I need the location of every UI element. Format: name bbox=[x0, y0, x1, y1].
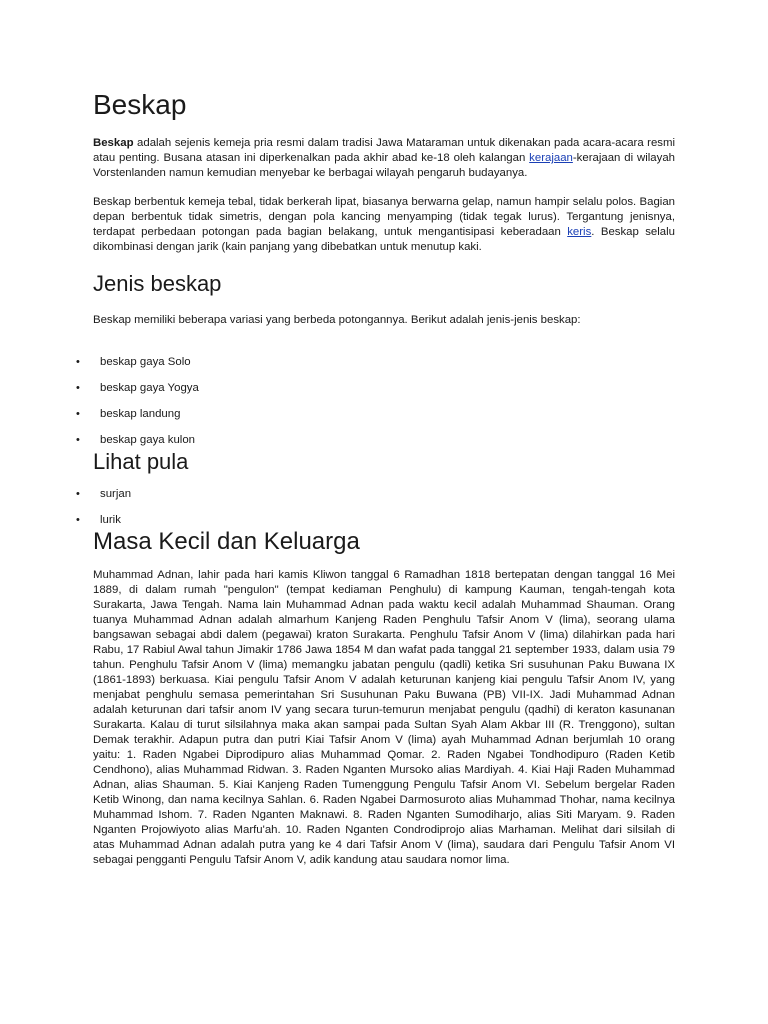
list-item bbox=[76, 513, 675, 528]
intro-text-2: -kerajaan di wilayah Vorstenlanden namun kemudian menyebar ke berbagai wilayah pengaruh budayanya. bbox=[93, 152, 675, 179]
description-paragraph bbox=[93, 195, 675, 255]
jenis-heading: Jenis beskap bbox=[93, 271, 222, 296]
description-text-2: . Beskap selalu dikombinasi dengan jarik (kain panjang yang dibebatkan untuk menutup kaki. bbox=[93, 226, 675, 253]
list-item bbox=[76, 355, 675, 370]
list-item bbox=[76, 381, 675, 396]
document-page bbox=[76, 88, 675, 868]
description-text-1: Beskap berbentuk kemeja tebal, tidak berkerah lipat, biasanya berwarna gelap, namun hampir selalu polos. Bagian depan berbentuk tidak simetris, dengan pola kancing menyamping (tidak tegak lurus). Tergantung jenisnya, terdapat perbedaan potongan pada bagian belakang, untuk mengantisipasi keberadaan bbox=[93, 196, 675, 238]
intro-bold-term: Beskap bbox=[93, 137, 134, 149]
jenis-intro: Beskap memiliki beberapa variasi yang berbeda potongannya. Berikut adalah jenis-jenis beskap: bbox=[93, 314, 581, 326]
bullet-icon: • bbox=[76, 382, 80, 394]
bullet-icon: • bbox=[76, 408, 80, 420]
keris-link[interactable]: keris bbox=[567, 226, 592, 238]
list-item-label: beskap gaya kulon bbox=[100, 434, 195, 446]
masa-heading: Masa Kecil dan Keluarga bbox=[93, 528, 360, 555]
masa-body: Muhammad Adnan, lahir pada hari kamis Kliwon tanggal 6 Ramadhan 1818 bertepatan dengan tanggal 16 Mei 1889, di dalam rumah "pengulon" (tempat kediaman Penghulu) di kampung Kauman, tengah-tengah kota Surakarta, Jawa Tengah. Nama lain Muhammad Adnan pada waktu kecil adalah Muhammad Shauman. Orang tuanya Muhammad Adnan adalah almarhum Kanjeng Raden Penghulu Tafsir Anom V (lima), seorang ulama bangsawan sebagai abdi dalem (pegawai) kraton Surakarta. Penghulu Tafsir Anom V (lima) dilahirkan pada hari Rabu, 17 Rabiul Awal tahun Jimakir 1786 Jawa 1854 M dan wafat pada tanggal 21 september 1933, dalam usia 79 tahun. Penghulu Tafsir Anom V (lima) memangku jabatan pengulu (qadli) ketika Sri susuhunan Paku Buwana IX (1861-1893) berkuasa. Kiai pengulu Tafsir Anom V adalah keturunan kanjeng kiai pengulu Tafsir Anom IV, yang menjabat penghulu semasa pemerintahan Sri Susuhunan Paku Buwana (PB) VII-IX. Jadi Muhammad Adnan adalah keturunan dari tafsir anom IV yang secara turun-temurun menjabat pengulu (qadhi) di keraton kasunanan Surakarta. Kalau di turut silsilahnya maka akan sampai pada Sultan Syah Alam Akbar III (R. Trenggono), sultan Demak terakhir. Adapun putra dan putri Kiai Tafsir Anom V (lima) ayah Muhammad Adnan berjumlah 10 orang yaitu: 1. Raden Ngabei Diprodipuro alias Muhammad Qomar. 2. Raden Ngabei Tondhodipuro (Raden Ketib Cendhono), alias Muhammad Ridwan. 3. Raden Nganten Mursoko alias Mardiyah. 4. Kiai Haji Raden Muhammad Adnan, alias Shauman. 5. Kiai Kanjeng Raden Tumenggung Pengulu Tafsir Anom VI. Sebelum bergelar Raden Ketib Winong, dan nama kecilnya Sahlan. 6. Raden Ngabei Darmosuroto alias Muhammad Thohar, nama kecilnya Muhammad Ishom. 7. Raden Nganten Maknawi. 8. Raden Nganten Sumodiharjo, alias Siti Maryam. 9. Raden Nganten Projowiyoto alias Marfu'ah. 10. Raden Nganten Condrodiprojo alias Marhaman. Melihat dari silsilah di atas Muhammad Adnan adalah putra yang ke 4 dari Tafsir Anom V (lima), saudara dari Pengulu Tafsir Anom VI sebagai pengganti Pengulu Tafsir Anom V, adik kandung atau saudara nomor lima. bbox=[93, 569, 675, 866]
bullet-icon: • bbox=[76, 356, 80, 368]
intro-text-1: adalah sejenis kemeja pria resmi dalam tradisi Jawa Mataraman untuk dikenakan pada acara-acara resmi atau penting. Busana atasan ini diperkenalkan pada akhir abad ke-18 oleh kalangan bbox=[93, 137, 675, 164]
bullet-icon: • bbox=[76, 514, 80, 526]
lihat-heading: Lihat pula bbox=[93, 449, 189, 474]
page-title: Beskap bbox=[93, 89, 187, 120]
list-item-label: beskap gaya Yogya bbox=[100, 382, 199, 394]
bullet-icon: • bbox=[76, 434, 80, 446]
list-item bbox=[76, 487, 675, 502]
list-item-label: beskap landung bbox=[100, 408, 181, 420]
kerajaan-link[interactable]: kerajaan bbox=[529, 152, 573, 164]
bullet-icon: • bbox=[76, 488, 80, 500]
list-item bbox=[76, 433, 675, 448]
list-item bbox=[76, 407, 675, 422]
lihat-list bbox=[76, 487, 675, 528]
intro-paragraph bbox=[93, 136, 675, 181]
list-item-label: surjan bbox=[100, 488, 132, 500]
list-item-label: lurik bbox=[100, 514, 121, 526]
list-item-label: beskap gaya Solo bbox=[100, 356, 191, 368]
jenis-list bbox=[76, 355, 675, 448]
